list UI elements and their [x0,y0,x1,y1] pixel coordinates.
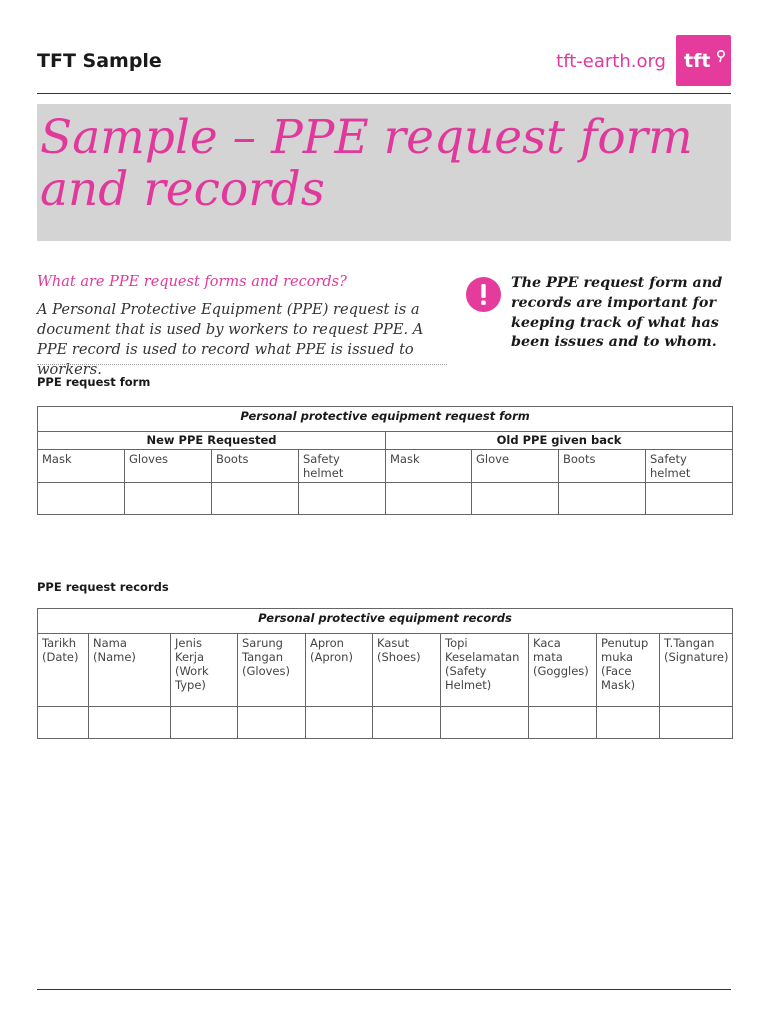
column-header: T.Tangan (Signature) [660,634,733,707]
intro-heading: What are PPE request forms and records? [37,274,347,290]
ppe-records-table [37,608,733,739]
page-title-line-2: and records [40,162,325,217]
entry-cell[interactable] [38,707,89,739]
column-header: Kasut (Shoes) [373,634,441,707]
intro-divider [37,364,447,365]
exclamation-icon [466,277,501,312]
entry-cell[interactable] [125,483,212,515]
records-label: PPE request records [37,580,169,594]
intro-paragraph: A Personal Protective Equipment (PPE) request is a document that is used by workers to request PPE. A PPE record is used to record what PPE is issued to workers. [37,301,424,378]
entry-cell[interactable] [646,483,733,515]
column-header: Glove [472,450,559,483]
column-header: Mask [386,450,472,483]
importance-note: The PPE request form and records are important for keeping track of what has been issues and to whom. [511,275,723,351]
page-title-line-1: Sample – PPE request form [40,110,693,165]
entry-cell[interactable] [89,707,171,739]
ppe-request-form-table [37,406,733,515]
column-header: Tarikh (Date) [38,634,89,707]
column-header: Boots [212,450,299,483]
page-title [40,112,720,216]
request-form-caption: Personal protective equipment request form [38,407,733,432]
column-header: Sarung Tangan (Gloves) [238,634,306,707]
request-form-label: PPE request form [37,375,151,389]
column-header: Jenis Kerja (Work Type) [171,634,238,707]
website-link[interactable]: tft-earth.org [556,51,666,72]
column-header: Mask [38,450,125,483]
group-new-ppe: New PPE Requested [38,432,386,450]
tft-logo-text: tft [684,50,711,72]
entry-cell[interactable] [472,483,559,515]
column-header: Nama (Name) [89,634,171,707]
column-header: Boots [559,450,646,483]
document-title: TFT Sample [37,50,162,72]
entry-cell[interactable] [299,483,386,515]
entry-cell[interactable] [559,483,646,515]
footer-divider [37,989,731,990]
column-header: Apron (Apron) [306,634,373,707]
entry-cell[interactable] [529,707,597,739]
entry-cell[interactable] [373,707,441,739]
entry-cell[interactable] [660,707,733,739]
tft-logo-mark [676,35,731,86]
entry-cell[interactable] [386,483,472,515]
column-header: Safety helmet [646,450,733,483]
column-header: Gloves [125,450,212,483]
records-caption: Personal protective equipment records [38,609,733,634]
header-divider [37,93,731,94]
entry-cell[interactable] [306,707,373,739]
group-old-ppe: Old PPE given back [386,432,733,450]
tft-logo [676,35,731,86]
column-header: Safety helmet [299,450,386,483]
column-header: Penutup muka (Face Mask) [597,634,660,707]
entry-cell[interactable] [171,707,238,739]
entry-cell[interactable] [38,483,125,515]
title-banner [37,104,731,241]
entry-cell[interactable] [597,707,660,739]
column-header: Kaca mata (Goggles) [529,634,597,707]
entry-cell[interactable] [238,707,306,739]
column-header: Topi Keselamatan (Safety Helmet) [441,634,529,707]
entry-cell[interactable] [212,483,299,515]
entry-cell[interactable] [441,707,529,739]
